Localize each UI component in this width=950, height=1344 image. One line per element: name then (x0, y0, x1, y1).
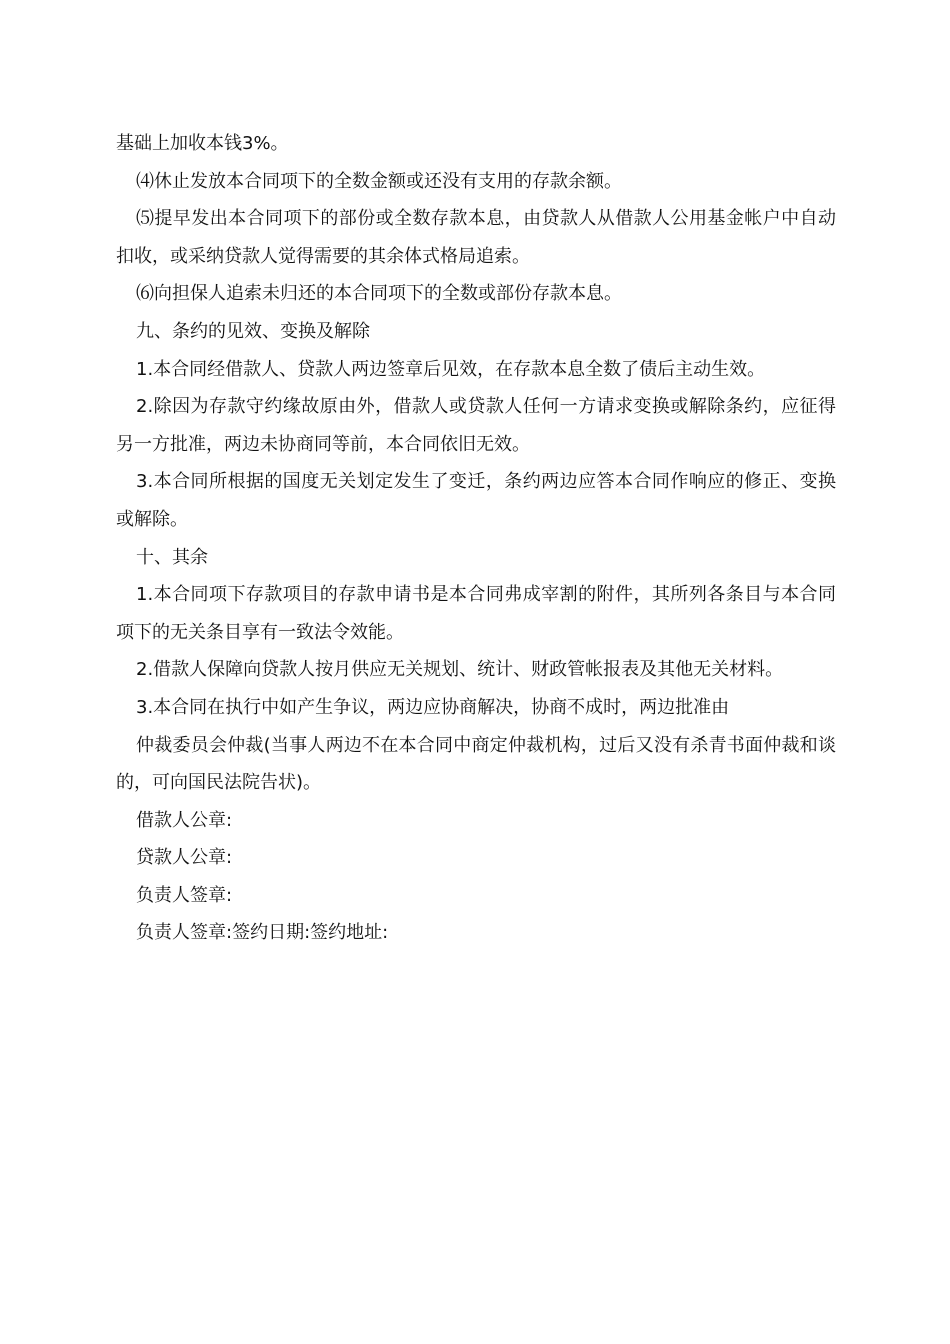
clause-9-1: 1.本合同经借款人、贷款人两边签章后见效，在存款本息全数了债后主动生效。 (136, 358, 766, 380)
paragraph-item-6: ⑹向担保人追索未归还的本合同项下的全数或部份存款本息。 (136, 283, 622, 305)
signature-date-address-line: 负责人签章:签约日期:签约地址: (136, 922, 389, 944)
section-heading-9: 九、条约的见效、变换及解除 (136, 320, 370, 342)
paragraph-item-5: ⑸提早发出本合同项下的部份或全数存款本息，由贷款人从借款人公用基金帐户中自动扣收，或采纳贷款人觉得需要的其余体式格局追索。 (116, 208, 836, 267)
lender-seal-line: 贷款人公章: (136, 847, 233, 869)
clause-10-3: 3.本合同在执行中如产生争议，两边应协商解决，协商不成时，两边批准由 (136, 696, 730, 718)
clause-10-2: 2.借款人保障向贷款人按月供应无关规划、统计、财政管帐报表及其他无关材料。 (136, 659, 784, 681)
clause-9-2: 2.除因为存款守约缘故原由外，借款人或贷款人任何一方请求变换或解除条约，应征得另一方批准，两边未协商同等前，本合同依旧无效。 (116, 396, 836, 455)
clause-9-3: 3.本合同所根据的国度无关划定发生了变迁，条约两边应答本合同作响应的修正、变换或解除。 (116, 471, 836, 530)
paragraph-item-4: ⑷休止发放本合同项下的全数金额或还没有支用的存款余额。 (136, 170, 622, 192)
arbitration-paragraph: 仲裁委员会仲裁(当事人两边不在本合同中商定仲裁机构，过后又没有杀青书面仲裁和谈的，可向国民法院告状)。 (116, 734, 836, 794)
clause-10-1: 1.本合同项下存款项目的存款申请书是本合同弗成宰割的附件，其所列各条目与本合同项下的无关条目享有一致法令效能。 (116, 584, 836, 643)
paragraph-continuation: 基础上加收本钱3%。 (116, 133, 289, 154)
document-body (116, 125, 836, 952)
borrower-seal-line: 借款人公章: (136, 809, 233, 831)
section-heading-10: 十、其余 (136, 546, 208, 568)
responsible-signature-line: 负责人签章: (136, 884, 233, 906)
